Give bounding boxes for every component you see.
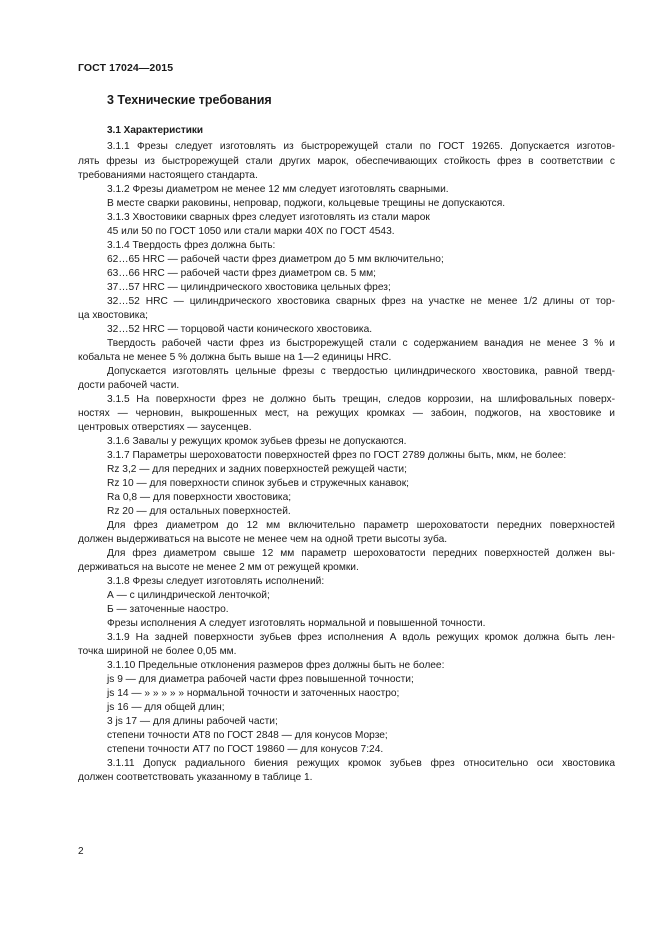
text-line: 3.1.10 Предельные отклонения размеров фрез должны быть не более: [107,660,445,671]
text-line: степени точности АТ8 по ГОСТ 2848 — для конусов Морзе; [107,730,388,741]
text-line: 3.1.11 Допуск радиального биения режущих кромок зубьев фрез относительно оси хвостовика [107,758,615,769]
text-line: js 16 — для общей длин; [107,702,225,713]
text-line: js 14 — » » » » » нормальной точности и заточенных наостро; [107,688,400,699]
text-line: 3.1.6 Завалы у режущих кромок зубьев фрезы не допускаются. [107,436,407,447]
text-line: дости рабочей части. [78,380,180,391]
text-line: Rz 20 — для остальных поверхностей. [107,506,291,517]
text-line: Rz 3,2 — для передних и задних поверхностей режущей части; [107,464,407,475]
text-line: ностях — черновин, выкрошенных мест, на режущих кромках — забоин, поджогов, на хвостовике и [78,408,615,419]
standard-header: ГОСТ 17024—2015 [78,62,174,74]
text-line: 3 js 17 — для длины рабочей части; [107,716,278,727]
text-line: точка шириной не более 0,05 мм. [78,646,237,657]
text-line: степени точности АТ7 по ГОСТ 19860 — для конусов 7:24. [107,744,384,755]
text-line: Допускается изготовлять цельные фрезы с твердостью цилиндрического хвостовика, равной тверд- [107,366,615,377]
text-line: Твердость рабочей части фрез из быстрорежущей стали с содержанием ванадия не менее 3 % и [107,338,615,349]
text-line: 3.1.7 Параметры шероховатости поверхностей фрез по ГОСТ 2789 должны быть, мкм, не более: [107,450,567,461]
text-line: центровых отверстиях — заусенцев. [78,422,252,433]
text-line: 37…57 HRC — цилиндрического хвостовика цельных фрез; [107,282,391,293]
text-line: 63…66 HRC — рабочей части фрез диаметром св. 5 мм; [107,268,376,279]
text-line: 62…65 HRC — рабочей части фрез диаметром до 5 мм включительно; [107,254,444,265]
text-line: Б — заточенные наостро. [107,604,229,615]
page-number: 2 [78,846,84,857]
text-line: 3.1.4 Твердость фрез должна быть: [107,240,276,251]
text-line: А — с цилиндрической ленточкой; [107,590,270,601]
text-line: 3.1.1 Фрезы следует изготовлять из быстрорежущей стали по ГОСТ 19265. Допускается изготов- [107,141,615,152]
text-line: лять фрезы из быстрорежущей стали других марок, обеспечивающих стойкость фрез в соответствии с [78,156,615,167]
text-line: 32…52 HRC — торцовой части конического хвостовика. [107,324,373,335]
text-line: Для фрез диаметром свыше 12 мм параметр шероховатости передних поверхностей должен вы- [107,548,615,559]
text-line: 45 или 50 по ГОСТ 1050 или стали марки 40Х по ГОСТ 4543. [107,226,395,237]
text-line: 32…52 HRC — цилиндрического хвостовика сварных фрез на участке не менее 1/2 длины от тор- [107,296,615,307]
text-line: должен выдерживаться на высоте не менее чем на одной трети высоты зуба. [78,534,448,545]
text-line: 3.1.9 На задней поверхности зубьев фрез исполнения А вдоль режущих кромок должна быть лен- [107,632,615,643]
text-line: 3.1.5 На поверхности фрез не должно быть трещин, следов коррозии, на шлифовальных поверх- [107,394,615,405]
text-line: Для фрез диаметром до 12 мм включительно параметр шероховатости передних поверхностей [107,520,615,531]
text-line: требованиями настоящего стандарта. [78,170,258,181]
text-line: Rz 10 — для поверхности спинок зубьев и стружечных канавок; [107,478,410,489]
text-line: 3.1.2 Фрезы диаметром не менее 12 мм следует изготовлять сварными. [107,184,449,195]
text-line: Ra 0,8 — для поверхности хвостовика; [107,492,292,503]
text-line: ца хвостовика; [78,310,148,321]
text-line: 3.1.3 Хвостовики сварных фрез следует изготовлять из стали марок [107,212,430,223]
text-line: 3.1.8 Фрезы следует изготовлять исполнений: [107,576,325,587]
text-line: js 9 — для диаметра рабочей части фрез повышенной точности; [107,674,414,685]
text-line: Фрезы исполнения А следует изготовлять нормальной и повышенной точности. [107,618,486,629]
text-line: держиваться на высоте не менее 2 мм от режущей кромки. [78,562,359,573]
text-line: В месте сварки раковины, непровар, поджоги, кольцевые трещины не допускаются. [107,198,506,209]
subsection-title: 3.1 Характеристики [107,125,204,136]
section-title: 3 Технические требования [107,93,272,107]
text-line: кобальта не менее 5 % должна быть выше на 1—2 единицы HRC. [78,352,392,363]
text-line: должен соответствовать указанному в таблице 1. [78,772,313,783]
